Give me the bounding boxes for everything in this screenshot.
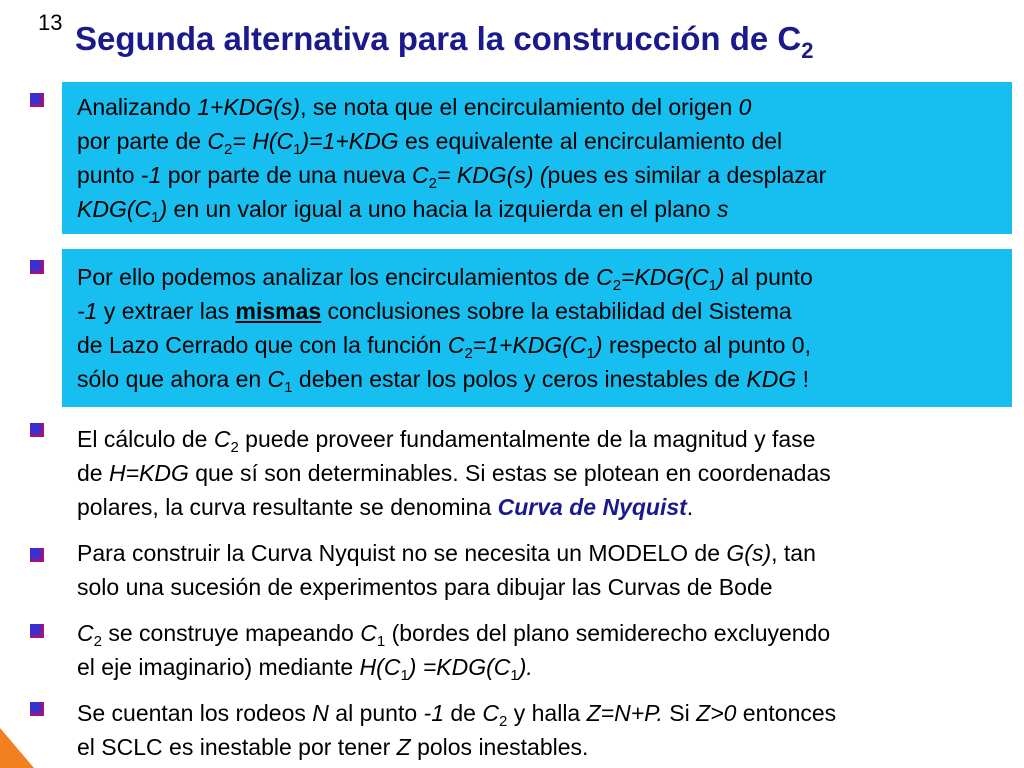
text-line: polares, la curva resultante se denomina Curva de Nyquist. [77,494,694,520]
slide-title [75,20,813,64]
bullet-icon [30,260,44,274]
slide-number: 13 [38,10,63,35]
corner-decoration [0,728,34,768]
text-line: solo una sucesión de experimentos para dibujar las Curvas de Bode [77,574,773,600]
text-line: Analizando 1+KDG(s), se nota que el encirculamiento del origen 0 [77,94,752,120]
text-line: por parte de $C_2= H(C_1)=1+KDG$ es equivalente al encirculamiento del [77,128,783,158]
bullet-icon [30,423,44,437]
text-line: Se cuentan los rodeos N al punto -1 de $C_2$ y halla Z=N+P. Si Z>0 entonces [77,700,837,730]
text-line: $C_2$ se construye mapeando $C_1$ (bordes del plano semiderecho excluyendo [77,620,831,650]
text-line: de H=KDG que sí son determinables. Si estas se plotean en coordenadas [77,460,831,486]
text-line: de Lazo Cerrado que con la función $C_2=1+KDG(C_1)$ respecto al punto 0, [77,332,811,362]
text-line: El cálculo de $C_2$ puede proveer fundamentalmente de la magnitud y fase [77,426,816,456]
text-line: Para construir la Curva Nyquist no se necesita un MODELO de G(s), tan [77,540,816,566]
text-line: $KDG(C_1)$ en un valor igual a uno hacia la izquierda en el plano s [77,196,729,226]
paragraph-nyquist-definition [77,422,1012,524]
text-line: sólo que ahora en $C_1$ deben estar los polos y ceros inestables de KDG ! [77,366,810,396]
bullet-icon [30,93,44,107]
title-subscript: 2 [801,38,814,63]
paragraph-counting [77,696,1012,764]
text-line: punto -1 por parte de una nueva $C_2= KDG(s)$ (pues es similar a desplazar [77,162,827,192]
paragraph-nyquist-construction [77,536,1012,604]
text-line: el eje imaginario) mediante $H(C_1) =KDG(C_1)$. [77,654,533,684]
paragraph-analysis-point [77,260,1012,396]
paragraph-mapping [77,616,1012,684]
title-text: Segunda alternativa para la construcción de C [75,20,802,57]
bullet-icon [30,624,44,638]
bullet-icon [30,702,44,716]
paragraph-encirclement-origin [77,90,1012,226]
text-line: el SCLC es inestable por tener Z polos inestables. [77,734,589,760]
bullet-icon [30,548,44,562]
text-line: Por ello podemos analizar los encirculamientos de $C_2=KDG(C_1)$ al punto [77,264,813,294]
text-line: -1 y extraer las mismas conclusiones sobre la estabilidad del Sistema [77,298,792,324]
